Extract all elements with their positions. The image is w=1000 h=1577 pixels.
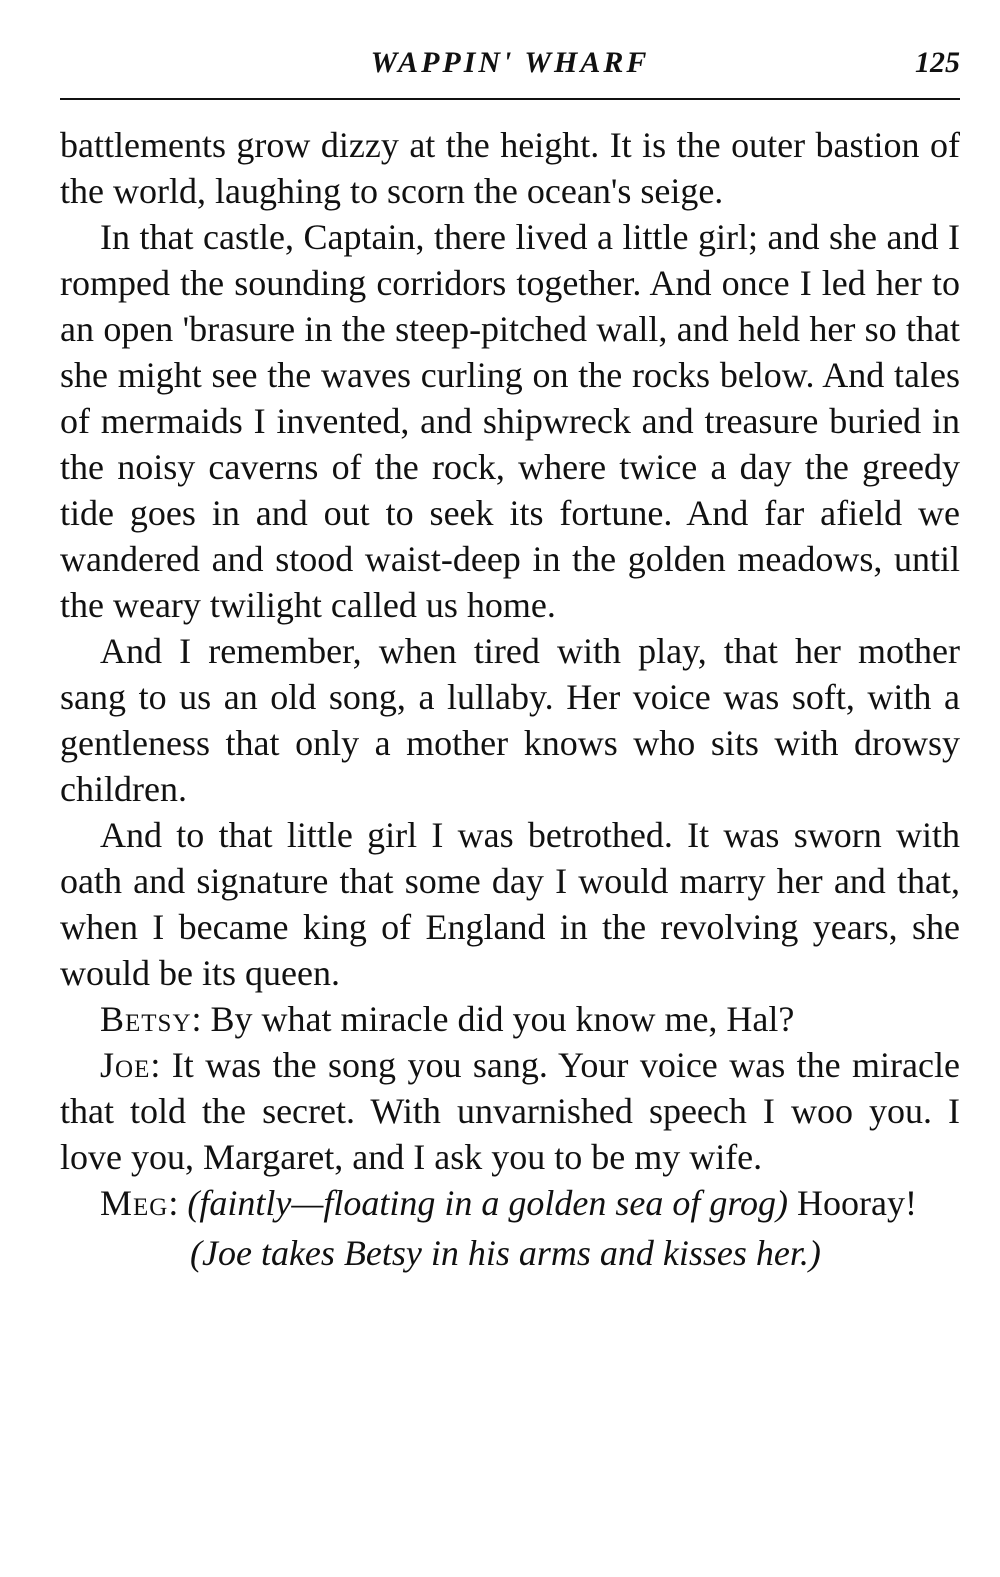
speaker-name: Meg	[100, 1183, 169, 1223]
paragraph: And to that little girl I was betrothed. It was sworn with oath and signature that some day I would marry her and that, when I became king of England in the revolving years, she would be its queen.	[60, 815, 960, 993]
inline-stage-direction: (faintly—floating in a golden sea of grog)	[187, 1183, 788, 1223]
body-text	[60, 122, 960, 1276]
dialogue-line-joe	[60, 1042, 960, 1180]
running-title: WAPPIN' WHARF	[370, 46, 650, 79]
page-number: 125	[915, 46, 960, 79]
speaker-name: Betsy	[100, 999, 192, 1039]
book-page	[60, 40, 960, 1276]
running-header	[60, 40, 960, 92]
stage-direction: (Joe takes Betsy in his arms and kisses her.)	[190, 1233, 821, 1273]
paragraph-continuation: battlements grow dizzy at the height. It is the outer bastion of the world, laughing to scorn the ocean's seige.	[60, 125, 960, 211]
header-rule	[60, 98, 960, 100]
dialogue-line-betsy	[60, 996, 960, 1042]
paragraph: In that castle, Captain, there lived a little girl; and she and I romped the sounding corridors together. And once I led her to an open 'brasure in the steep-pitched wall, and held her so that she might see the waves curling on the rocks below. And tales of mermaids I invented, and shipwreck and treasure buried in the noisy caverns of the rock, where twice a day the greedy tide goes in and out to seek its fortune. And far afield we wandered and stood waist-deep in the golden meadows, until the weary twilight called us home.	[60, 217, 960, 625]
speaker-colon: :	[168, 1183, 188, 1223]
dialogue-line-meg	[60, 1180, 960, 1226]
dialogue-text: It was the song you sang. Your voice was the miracle that told the secret. With unvarnished speech I woo you. I love you, Margaret, and I ask you to be my wife.	[60, 1045, 960, 1177]
dialogue-text: By what miracle did you know me, Hal?	[210, 999, 795, 1039]
speaker-name: Joe	[100, 1045, 151, 1085]
dialogue-text: Hooray!	[797, 1183, 917, 1223]
speaker-colon: :	[191, 999, 211, 1039]
paragraph: And I remember, when tired with play, that her mother sang to us an old song, a lullaby. Her voice was soft, with a gentleness that only a mother knows who sits with drowsy children.	[60, 631, 960, 809]
speaker-colon: :	[150, 1045, 172, 1085]
